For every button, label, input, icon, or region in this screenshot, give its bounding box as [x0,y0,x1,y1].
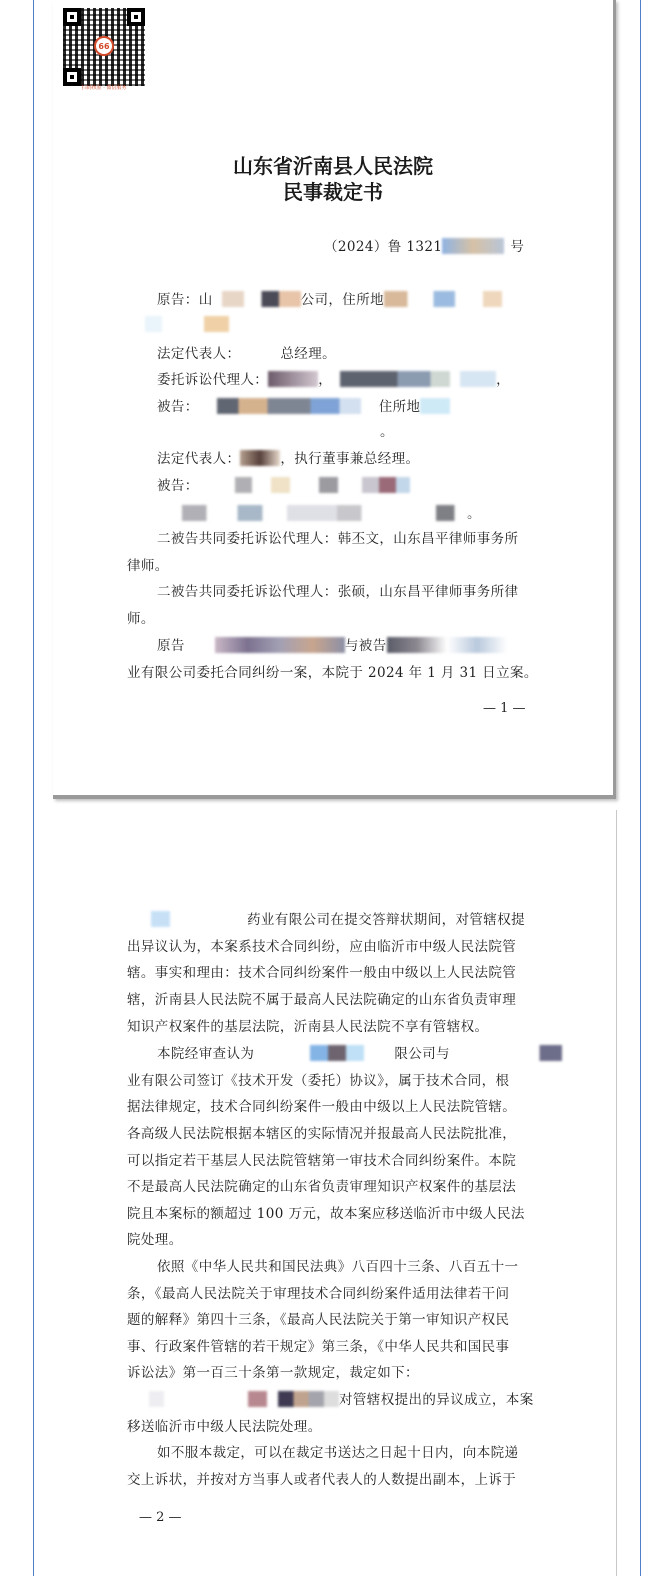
redaction [420,398,450,414]
page-number: — 1 — [483,701,526,716]
qr-finder-pattern [63,8,81,26]
redaction [274,1045,394,1061]
body-line: 辖。事实和理由：技术合同纠纷案件一般由中级以上人民法院管 [127,965,517,981]
redaction [332,371,496,387]
redaction [240,345,280,361]
redaction [215,637,345,653]
body-line: 据法律规定，技术合同纠纷案件一般由中级以上人民法院管辖。 [127,1099,517,1115]
body-line: 院处理。 [127,1232,183,1248]
joint-agent-2-line-a: 二被告共同委托诉讼代理人：张硕，山东昌平律师事务所律 [157,584,519,600]
redaction [442,238,504,254]
case-intro-line-a: 原告 与被告 [157,634,507,654]
redaction [145,316,229,332]
defendant-2-address: 。 [157,502,481,522]
redaction [450,1045,562,1061]
body-line: 各高级人民法院根据本辖区的实际情况并报最高人民法院批准， [127,1126,517,1142]
body-line: 辖，沂南县人民法院不属于最高人民法院确定的山东省负责审理 [127,992,517,1008]
body-line: 依照《中华人民共和国民法典》八百四十三条、八百五十一 [157,1259,519,1275]
body-line: 可以指定若干基层人民法院管辖第一审技术合同纠纷案件。本院 [127,1153,517,1169]
document-page-1 [53,0,616,799]
joint-agent-1-line-b: 律师。 [127,558,169,574]
court-seal-icon: 66 [94,36,114,56]
redaction [387,637,507,653]
ruling-line: 对管辖权提出的异议成立，本案 [149,1388,534,1408]
redaction [268,371,318,387]
plaintiff-address-cont [145,316,229,333]
body-line: 不是最高人民法院确定的山东省负责审理知识产权案件的基层法 [127,1179,517,1195]
document-type: 民事裁定书 [283,180,383,204]
joint-agent-2-line-b: 师。 [127,611,155,627]
body-line: 药业有限公司在提交答辩状期间，对管辖权提 [151,908,525,928]
redaction [213,291,301,307]
body-line: 交上诉状，并按对方当事人或者代表人的人数提出副本，上诉于 [127,1472,517,1488]
court-name: 山东省沂南县人民法院 [233,154,433,178]
document-page-2 [53,810,617,1576]
body-line: 诉讼法》第一百三十条第一款规定，裁定如下： [127,1365,419,1381]
defendant-1-address-end: 。 [380,424,394,440]
page-number: — 2 — [139,1510,182,1525]
redaction [240,450,280,466]
viewer-left-border [33,0,34,1576]
redaction [149,1391,339,1407]
ruling-line: 移送临沂市中级人民法院处理。 [127,1419,322,1435]
plaintiff-line: 原告：山 公司，住所地 [157,288,502,308]
body-line: 院且本案标的额超过 100 万元，故本案应移送临沂市中级人民法 [127,1206,525,1222]
body-line: 本院经审查认为 限公司与 [157,1042,562,1062]
joint-agent-1-line-a: 二被告共同委托诉讼代理人：韩丕文，山东昌平律师事务所 [157,531,519,547]
defendant-1-line: 被告： 住所地 [157,395,450,415]
redaction [157,505,467,521]
qr-finder-pattern [127,8,145,26]
qr-code-icon[interactable] [63,8,145,86]
body-line: 条，《最高人民法院关于审理技术合同纠纷案件适用法律若干问 [127,1286,510,1302]
body-line: 出异议认为，本案系技术合同纠纷，应由临沂市中级人民法院管 [127,939,517,955]
redaction [199,398,379,414]
legal-rep-2-line: 法定代表人： ，执行董事兼总经理。 [157,451,420,467]
viewer-right-border [640,0,641,1576]
qr-caption: 扫码核验 · 微信服务 [81,85,127,91]
body-line: 知识产权案件的基层法院，沂南县人民法院不享有管辖权。 [127,1019,489,1035]
body-line: 事、行政案件管辖的若干规定》第三条，《中华人民共和国民事 [127,1339,510,1355]
defendant-2-line: 被告： [157,474,439,494]
legal-rep-line: 法定代表人： 总经理。 [157,346,337,362]
body-line: 题的解释》第四十三条，《最高人民法院关于第一审知识产权民 [127,1312,510,1328]
case-number: （2024）鲁 1321 号 [324,239,525,255]
redaction [151,911,247,927]
case-intro-line-b: 业有限公司委托合同纠纷一案，本院于 2024 年 1 月 31 日立案。 [127,665,538,681]
agent-line: 委托诉讼代理人： ， ， [157,372,511,388]
body-line: 如不服本裁定，可以在裁定书送达之日起十日内，向本院递 [157,1445,519,1461]
body-line: 业有限公司签订《技术开发（委托）协议》，属于技术合同，根 [127,1073,510,1089]
redaction [384,291,502,307]
redaction [199,477,439,493]
